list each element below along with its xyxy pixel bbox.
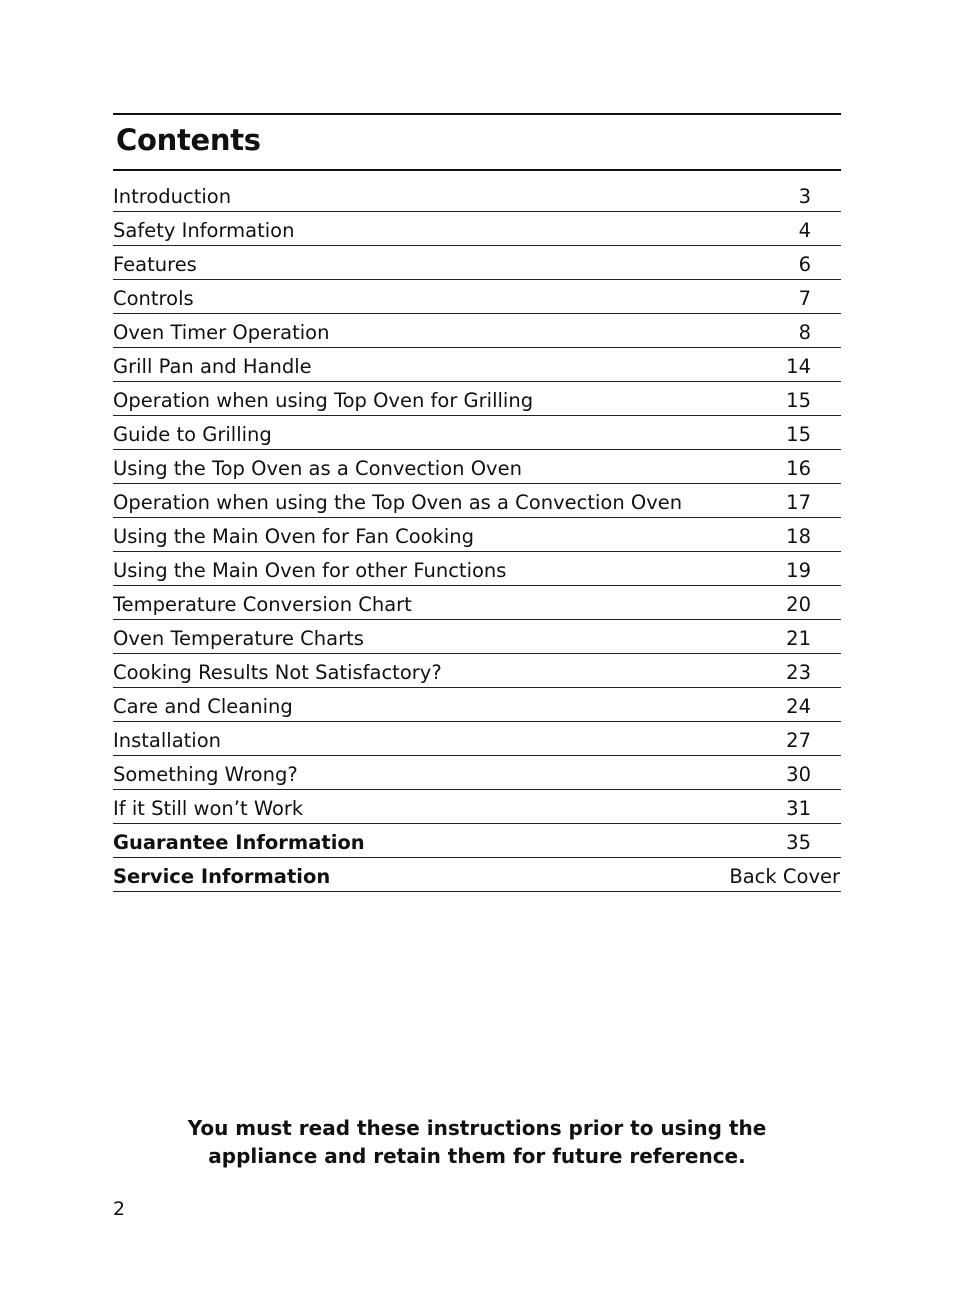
toc-row[interactable] — [113, 858, 841, 892]
toc-entry-label: Operation when using Top Oven for Grilling — [113, 389, 534, 412]
page-number: 2 — [113, 1198, 126, 1220]
toc-row[interactable] — [113, 688, 841, 722]
toc-entry-label: Temperature Conversion Chart — [113, 593, 412, 616]
toc-entry-label: Using the Top Oven as a Convection Oven — [113, 457, 522, 480]
toc-entry-label: Installation — [113, 729, 222, 752]
toc-entry-label: Oven Temperature Charts — [113, 627, 364, 650]
toc-row[interactable] — [113, 382, 841, 416]
toc-entry-label: Service Information — [113, 865, 331, 888]
toc-row[interactable] — [113, 416, 841, 450]
notice-line: appliance and retain them for future reference. — [208, 1144, 746, 1168]
title-rule — [113, 169, 841, 171]
toc-row[interactable] — [113, 790, 841, 824]
toc-page-number: 3 — [798, 185, 811, 208]
toc-page-number: 8 — [798, 321, 811, 344]
toc-page-number: 24 — [786, 695, 811, 718]
toc-entry-label: Using the Main Oven for other Functions — [113, 559, 507, 582]
page-title: Contents — [116, 123, 261, 157]
toc-entry-label: Guide to Grilling — [113, 423, 272, 446]
toc-page-number: 35 — [786, 831, 811, 854]
toc-row[interactable] — [113, 552, 841, 586]
toc-page-number: 15 — [786, 389, 811, 412]
toc-row[interactable] — [113, 348, 841, 382]
toc-page-number: 19 — [786, 559, 811, 582]
toc-page-number: 23 — [786, 661, 811, 684]
toc-page-number: 16 — [786, 457, 811, 480]
toc-entry-label: Features — [113, 253, 197, 276]
toc-entry-label: Safety Information — [113, 219, 295, 242]
notice-line: You must read these instructions prior to using the — [187, 1116, 767, 1140]
toc-page-number: 27 — [786, 729, 811, 752]
toc-entry-label: Operation when using the Top Oven as a Convection Oven — [113, 491, 683, 514]
toc-page-number: 30 — [786, 763, 811, 786]
table-of-contents — [113, 178, 841, 892]
toc-row[interactable] — [113, 722, 841, 756]
toc-page-number: 4 — [798, 219, 811, 242]
toc-row[interactable] — [113, 518, 841, 552]
toc-entry-label: Oven Timer Operation — [113, 321, 330, 344]
toc-row[interactable] — [113, 586, 841, 620]
toc-entry-label: Cooking Results Not Satisfactory? — [113, 661, 442, 684]
toc-entry-label: Using the Main Oven for Fan Cooking — [113, 525, 475, 548]
toc-page-number: Back Cover — [729, 865, 840, 888]
read-instructions-notice — [0, 1114, 954, 1170]
toc-page-number: 18 — [786, 525, 811, 548]
toc-page-number: 7 — [798, 287, 811, 310]
toc-row[interactable] — [113, 484, 841, 518]
toc-entry-label: Guarantee Information — [113, 831, 365, 854]
toc-entry-label: Something Wrong? — [113, 763, 298, 786]
toc-page-number: 31 — [786, 797, 811, 820]
toc-row[interactable] — [113, 246, 841, 280]
toc-row[interactable] — [113, 654, 841, 688]
toc-row[interactable] — [113, 824, 841, 858]
toc-entry-label: Introduction — [113, 185, 232, 208]
toc-entry-label: If it Still won’t Work — [113, 797, 304, 820]
toc-row[interactable] — [113, 620, 841, 654]
toc-row[interactable] — [113, 178, 841, 212]
toc-entry-label: Care and Cleaning — [113, 695, 293, 718]
toc-entry-label: Controls — [113, 287, 194, 310]
toc-row[interactable] — [113, 280, 841, 314]
toc-row[interactable] — [113, 756, 841, 790]
toc-row[interactable] — [113, 314, 841, 348]
toc-page-number: 20 — [786, 593, 811, 616]
toc-page-number: 21 — [786, 627, 811, 650]
toc-row[interactable] — [113, 450, 841, 484]
toc-row[interactable] — [113, 212, 841, 246]
toc-page-number: 14 — [786, 355, 811, 378]
top-rule — [113, 113, 841, 115]
toc-entry-label: Grill Pan and Handle — [113, 355, 312, 378]
toc-page-number: 6 — [798, 253, 811, 276]
toc-page-number: 15 — [786, 423, 811, 446]
toc-page-number: 17 — [786, 491, 811, 514]
